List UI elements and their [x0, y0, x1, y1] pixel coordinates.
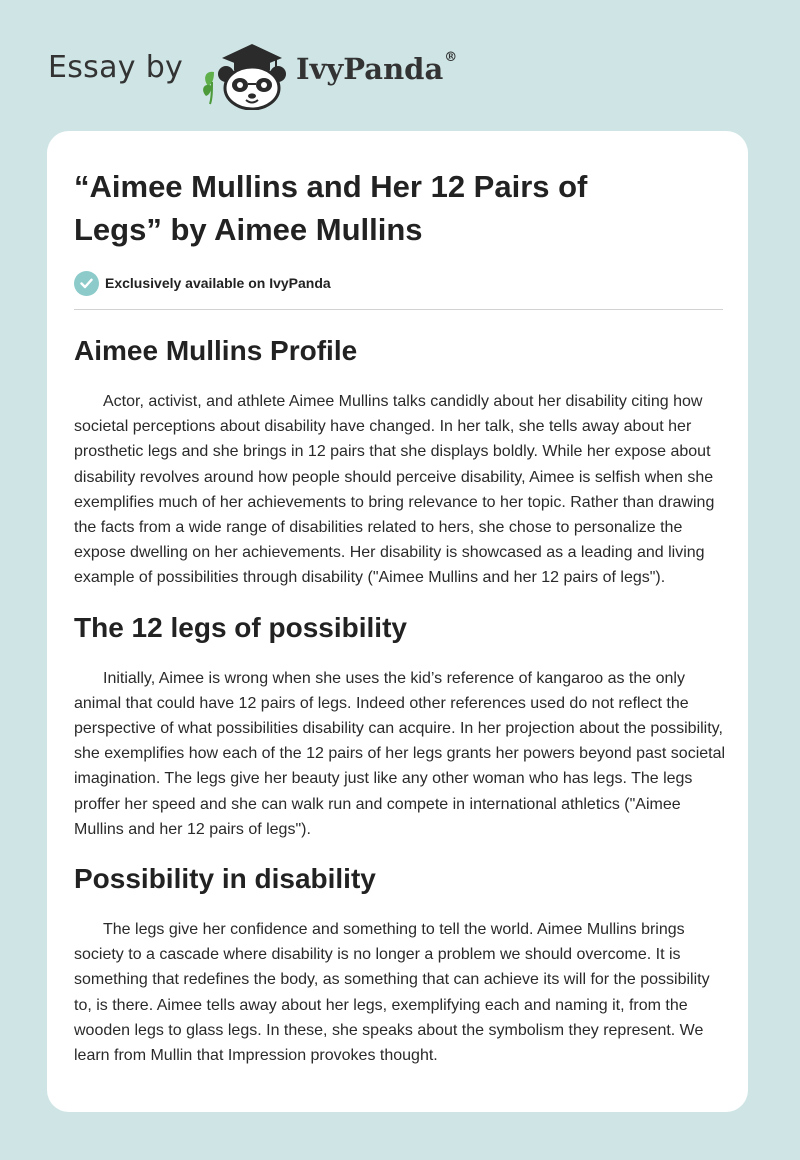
registered-mark: ®	[444, 50, 458, 65]
essay-by-label: Essay by	[48, 50, 184, 85]
brand-name[interactable]	[296, 52, 457, 86]
brand-name-text: IvyPanda	[296, 52, 444, 86]
exclusive-label: Exclusively available on IvyPanda	[105, 275, 331, 291]
section-heading: Possibility in disability	[74, 863, 376, 895]
section-paragraph: Actor, activist, and athlete Aimee Mullins talks candidly about her disability citing how societal perceptions about disability have changed. In her talk, she tells away about her prosthetic legs and she brings in 12 pairs that she displays boldly. While her expose about disability revolves around how people should perceive disability, Aimee is selfish when she exemplifies much of her achievements to bring relevance to her topic. Rather than drawing the facts from a wide range of disabilities related to hers, she chose to personalize the expose dwelling on her achievements. Her disability is showcased as a leading and living example of possibilities through disability ("Aimee Mullins and her 12 pairs of legs").	[74, 393, 715, 587]
section-heading: The 12 legs of possibility	[74, 611, 407, 643]
title-divider	[74, 309, 723, 310]
exclusive-badge	[74, 269, 722, 297]
section-paragraph: Initially, Aimee is wrong when she uses the kid’s reference of kangaroo as the only animal that could have 12 pairs of legs. Indeed other references used do not reflect the perspective of what possibilities disability can acquire. In her projection about the possibility, she exemplifies how each of the 12 pairs of her legs grants her powers beyond past societal imagination. The legs give her beauty just like any other woman who has legs. The legs proffer her speed and she can walk run and compete in international athletics ("Aimee Mullins and her 12 pairs of legs").	[74, 669, 726, 838]
section-12-legs	[74, 611, 726, 842]
section-possibility	[74, 862, 722, 1068]
panda-graduate-logo-icon[interactable]	[200, 38, 290, 110]
section-heading: Aimee Mullins Profile	[74, 335, 358, 366]
essay-card	[47, 131, 748, 1112]
page-title: “Aimee Mullins and Her 12 Pairs of Legs” by Aimee Mullins	[74, 169, 588, 247]
check-circle-icon	[74, 271, 99, 296]
site-header	[0, 0, 800, 118]
section-profile	[74, 334, 722, 591]
section-paragraph: The legs give her confidence and something to tell the world. Aimee Mullins brings society to a cascade where disability is no longer a problem we should overcome. It is something that redefines the body, as something that can achieve its will for the possibility to, is there. Aimee tells away about her legs, exemplifying each and naming it, from the wooden legs to glass legs. In these, she speaks about the symbolism they represent. We learn from Mullin that Impression provokes thought.	[74, 921, 710, 1065]
